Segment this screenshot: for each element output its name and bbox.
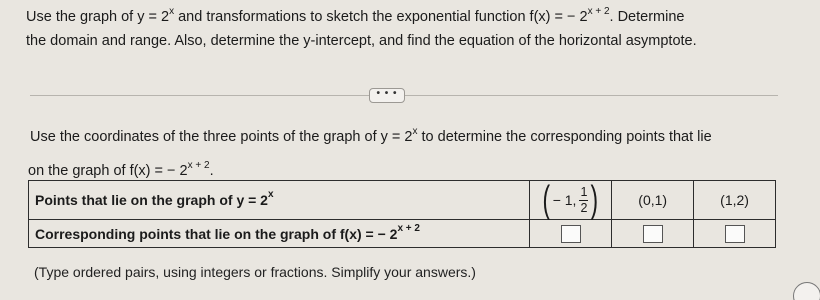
- question-text: and transformations to sketch the exponential function f(x) = − 2: [174, 9, 588, 25]
- exponent: x: [412, 126, 418, 137]
- point-1: ( − 1, $\frac{1}{2}$ ): [542, 179, 599, 221]
- instruction-text: to determine the corresponding points that lie: [417, 129, 712, 145]
- instruction-line-2: [28, 160, 214, 179]
- table-row: [29, 220, 776, 248]
- table-row: [29, 181, 776, 220]
- exponent: x: [169, 6, 175, 17]
- point-3: (1,2): [694, 181, 776, 220]
- question-text: . Determine: [609, 9, 685, 25]
- row-label-transformed: Corresponding points that lie on the graph of f(x) = − $2^{x + 2}$: [29, 220, 530, 248]
- answer-cell-2: [612, 220, 694, 248]
- instruction-line-1: [30, 126, 712, 145]
- question-text: Use the graph of y = 2: [26, 9, 170, 25]
- row-label-original: Points that lie on the graph of $y = 2^x$: [29, 181, 530, 220]
- answer-cell-1: [529, 220, 611, 248]
- answer-input-1[interactable]: [561, 225, 581, 243]
- point-cell: [529, 181, 611, 220]
- points-table: [28, 180, 776, 248]
- exponent: x + 2: [587, 6, 610, 17]
- answer-cell-3: [694, 220, 776, 248]
- question-line-2: the domain and range. Also, determine the y-intercept, and find the equation of the horizontal asymptote.: [26, 33, 697, 49]
- answer-format-note: (Type ordered pairs, using integers or fractions. Simplify your answers.): [34, 264, 476, 280]
- exponent: x + 2: [187, 160, 210, 171]
- instruction-text: .: [209, 163, 214, 179]
- point-2: (0,1): [612, 181, 694, 220]
- instruction-text: on the graph of f(x) = − 2: [28, 163, 188, 179]
- answer-input-2[interactable]: [643, 225, 663, 243]
- more-button[interactable]: • • •: [369, 88, 405, 103]
- question-line-1: [26, 6, 685, 25]
- help-icon[interactable]: [793, 282, 820, 300]
- fraction: $\frac{1}{2}$: [580, 184, 588, 215]
- instruction-text: Use the coordinates of the three points of the graph of y = 2: [30, 129, 413, 145]
- answer-input-3[interactable]: [725, 225, 745, 243]
- section-divider: [30, 88, 778, 104]
